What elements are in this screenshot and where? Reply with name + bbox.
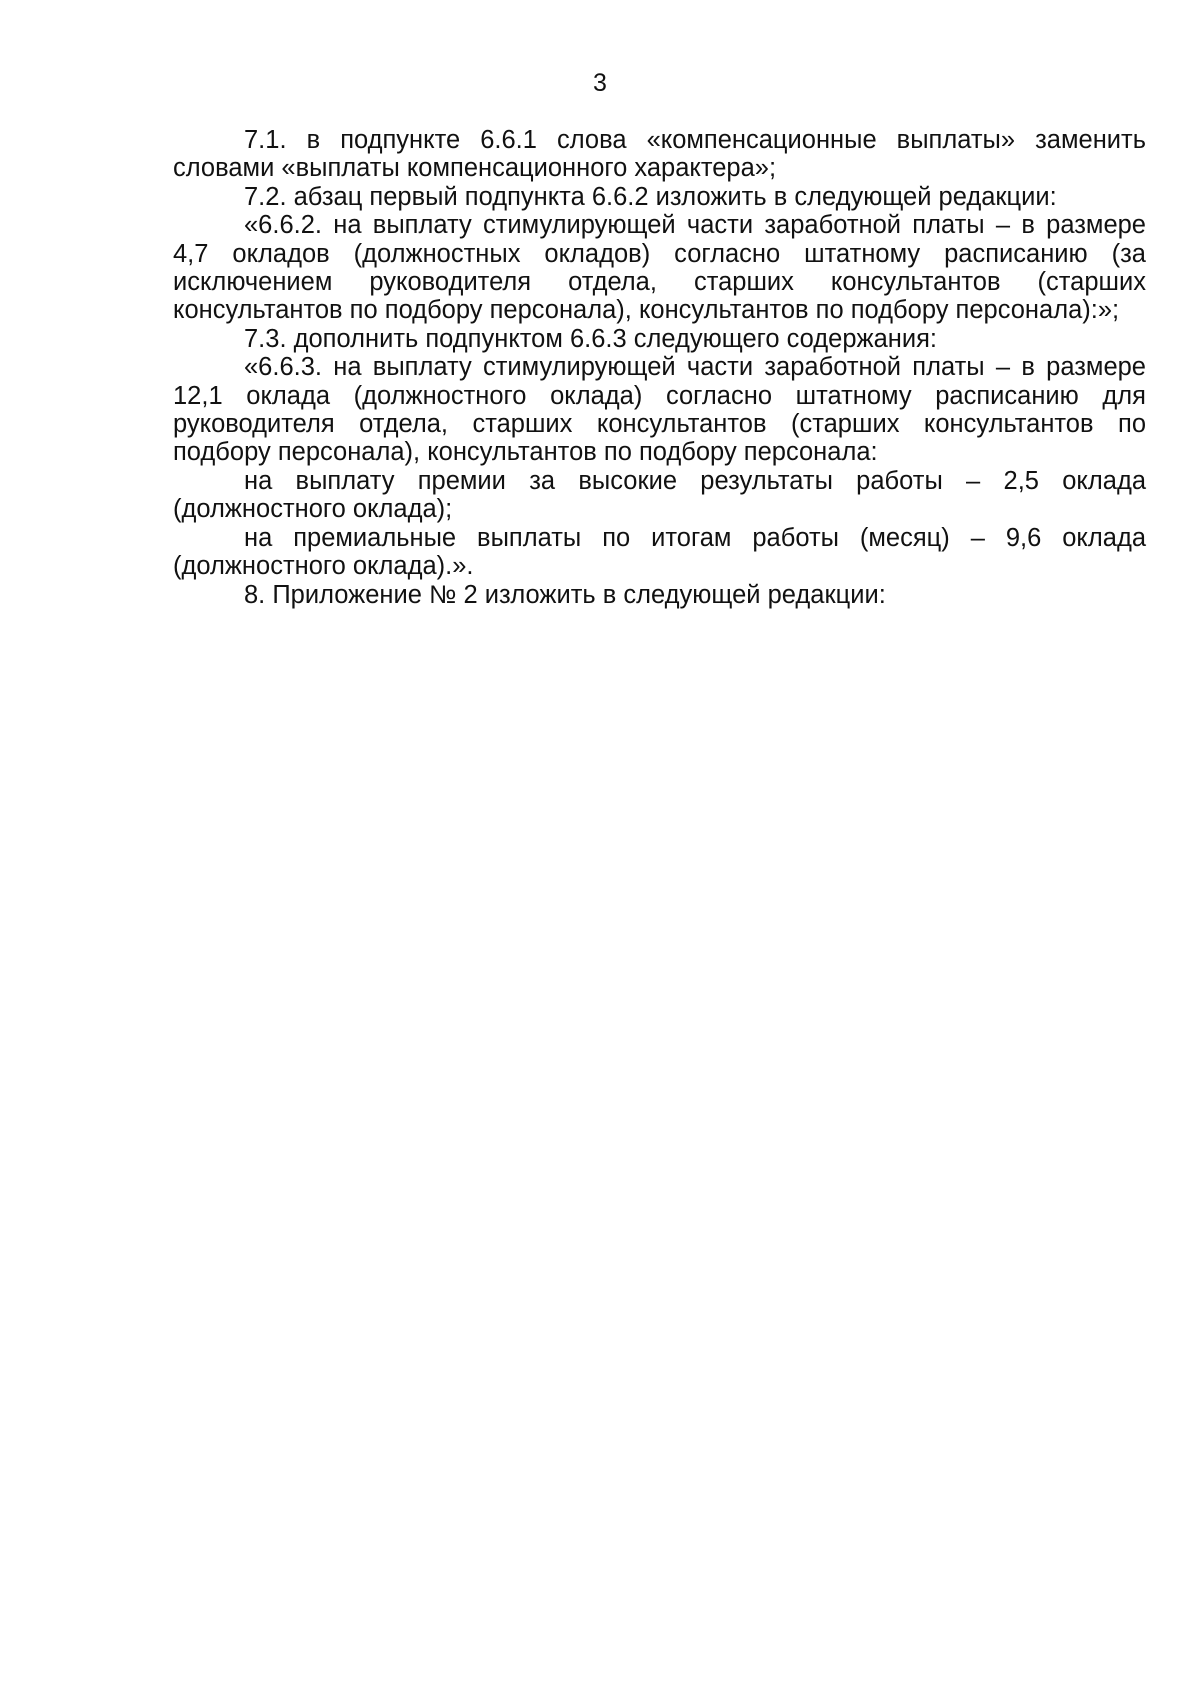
paragraph-7-3: 7.3. дополнить подпунктом 6.6.3 следующего содержания: (244, 324, 937, 353)
paragraph-8: 8. Приложение № 2 изложить в следующей редакции: (244, 580, 886, 609)
quoted-clause-6-6-2: «6.6.2. на выплату стимулирующей части заработной платы – в размере 4,7 окладов (должностных окладов) согласно штатному расписанию (за исключением руководителя отдела, старших консультантов (старших консультантов по подбору персонала), консультантов по подбору персонала):»; (173, 211, 1146, 325)
bonus-high-results-paragraph: на выплату премии за высокие результаты работы – 2,5 оклада (должностного оклада); (173, 466, 1146, 524)
quoted-clause-6-6-3: «6.6.3. на выплату стимулирующей части заработной платы – в размере 12,1 оклада (должностного оклада) согласно штатному расписанию для руководителя отдела, старших консультантов (старших консультантов по подбору персонала), консультантов по подбору персонала: (173, 353, 1146, 467)
document-body (173, 126, 1146, 609)
paragraph-7-1: 7.1. в подпункте 6.6.1 слова «компенсационные выплаты» заменить словами «выплаты компенсационного характера»; (173, 126, 1146, 183)
page-number: 3 (593, 69, 607, 97)
monthly-bonus-paragraph: на премиальные выплаты по итогам работы (месяц) – 9,6 оклада (должностного оклада).». (173, 523, 1146, 581)
paragraph-7-2: 7.2. абзац первый подпункта 6.6.2 изложить в следующей редакции: (244, 182, 1057, 211)
